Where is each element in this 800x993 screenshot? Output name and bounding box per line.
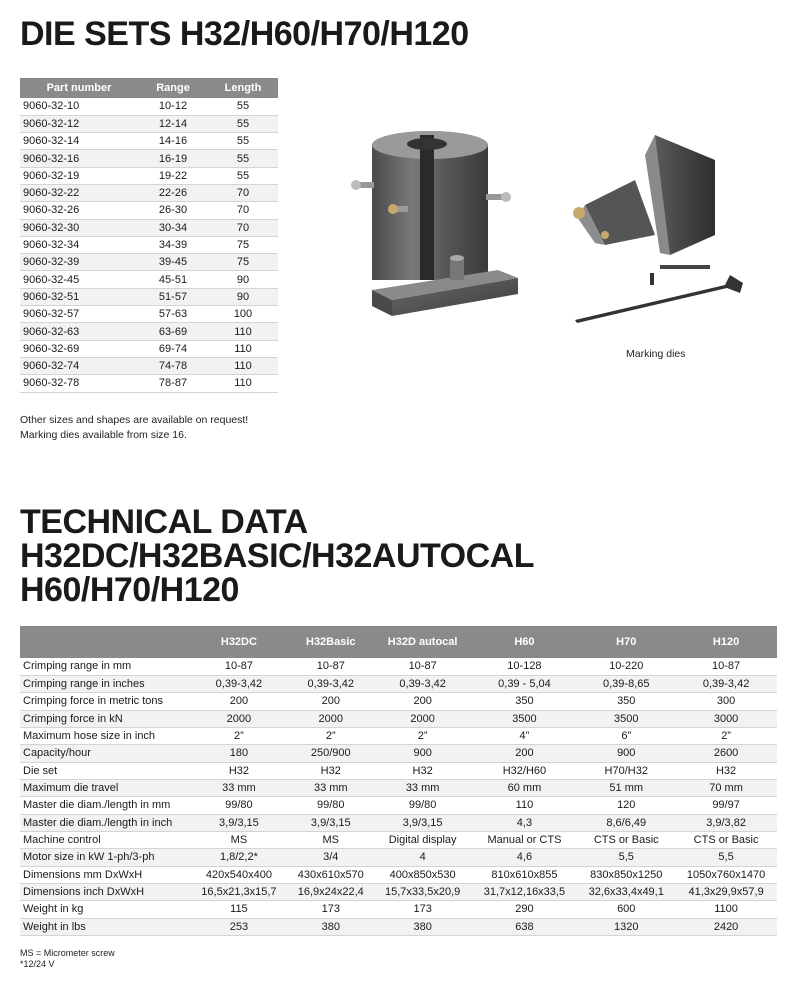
spec-value-cell: 99/80 bbox=[374, 797, 472, 814]
range-cell: 26-30 bbox=[138, 202, 208, 219]
page-title-die-sets: DIE SETS H32/H60/H70/H120 bbox=[20, 15, 469, 53]
spec-label-cell: Machine control bbox=[20, 831, 190, 848]
spec-value-cell: 3000 bbox=[675, 710, 777, 727]
spec-label-cell: Dimensions mm DxWxH bbox=[20, 866, 190, 883]
spec-value-cell: 430x610x570 bbox=[288, 866, 374, 883]
part-number-cell: 9060-32-45 bbox=[20, 271, 138, 288]
spec-value-cell: 33 mm bbox=[288, 779, 374, 796]
part-number-cell: 9060-32-51 bbox=[20, 288, 138, 305]
spec-value-cell: 1100 bbox=[675, 901, 777, 918]
part-number-cell: 9060-32-69 bbox=[20, 340, 138, 357]
part-number-cell: 9060-32-63 bbox=[20, 323, 138, 340]
spec-value-cell: 400x850x530 bbox=[374, 866, 472, 883]
spec-value-cell: 6” bbox=[577, 727, 675, 744]
spec-value-cell: H32 bbox=[288, 762, 374, 779]
technical-notes bbox=[20, 948, 115, 970]
spec-value-cell: 0,39-3,42 bbox=[675, 675, 777, 692]
spec-label-cell: Crimping force in kN bbox=[20, 710, 190, 727]
spec-value-cell: 900 bbox=[577, 745, 675, 762]
tech-col-label bbox=[20, 626, 190, 658]
table-row bbox=[20, 236, 278, 253]
spec-value-cell: 2000 bbox=[374, 710, 472, 727]
technical-data-table bbox=[20, 626, 777, 936]
spec-value-cell: CTS or Basic bbox=[577, 831, 675, 848]
spec-value-cell: 33 mm bbox=[374, 779, 472, 796]
spec-value-cell: Manual or CTS bbox=[472, 831, 578, 848]
spec-value-cell: 2” bbox=[190, 727, 288, 744]
part-number-cell: 9060-32-14 bbox=[20, 133, 138, 150]
die-col-length: Length bbox=[208, 78, 278, 98]
table-row bbox=[20, 883, 777, 900]
spec-label-cell: Crimping range in mm bbox=[20, 658, 190, 675]
spec-value-cell: 16,9x24x22,4 bbox=[288, 883, 374, 900]
tech-col-model: H32D autocal bbox=[374, 626, 472, 658]
spec-value-cell: 200 bbox=[288, 693, 374, 710]
table-row bbox=[20, 814, 777, 831]
spec-value-cell: 600 bbox=[577, 901, 675, 918]
spec-value-cell: 2000 bbox=[288, 710, 374, 727]
table-row bbox=[20, 918, 777, 935]
spec-value-cell: 51 mm bbox=[577, 779, 675, 796]
length-cell: 110 bbox=[208, 357, 278, 374]
note-marking-dies: Marking dies available from size 16. bbox=[20, 429, 187, 441]
spec-value-cell: 120 bbox=[577, 797, 675, 814]
spec-value-cell: 16,5x21,3x15,7 bbox=[190, 883, 288, 900]
part-number-cell: 9060-32-34 bbox=[20, 236, 138, 253]
range-cell: 14-16 bbox=[138, 133, 208, 150]
spec-value-cell: 3,9/3,15 bbox=[288, 814, 374, 831]
page-title-technical-data bbox=[20, 505, 534, 607]
part-number-cell: 9060-32-30 bbox=[20, 219, 138, 236]
table-row bbox=[20, 115, 278, 132]
spec-value-cell: 173 bbox=[288, 901, 374, 918]
spec-value-cell: 2” bbox=[675, 727, 777, 744]
spec-value-cell: 5,5 bbox=[675, 849, 777, 866]
part-number-cell: 9060-32-26 bbox=[20, 202, 138, 219]
spec-value-cell: 638 bbox=[472, 918, 578, 935]
spec-value-cell: 10-87 bbox=[288, 658, 374, 675]
table-row bbox=[20, 693, 777, 710]
spec-label-cell: Maximum hose size in inch bbox=[20, 727, 190, 744]
tech-col-model: H32DC bbox=[190, 626, 288, 658]
spec-value-cell: 0,39-3,42 bbox=[374, 675, 472, 692]
spec-value-cell: 8,6/6,49 bbox=[577, 814, 675, 831]
table-row bbox=[20, 202, 278, 219]
spec-value-cell: 3500 bbox=[472, 710, 578, 727]
table-row bbox=[20, 133, 278, 150]
title2-line-1: TECHNICAL DATA bbox=[20, 503, 308, 541]
table-row bbox=[20, 658, 777, 675]
length-cell: 55 bbox=[208, 167, 278, 184]
spec-value-cell: 31,7x12,16x33,5 bbox=[472, 883, 578, 900]
table-row bbox=[20, 779, 777, 796]
range-cell: 30-34 bbox=[138, 219, 208, 236]
table-row bbox=[20, 831, 777, 848]
spec-value-cell: 200 bbox=[472, 745, 578, 762]
marking-dies-image bbox=[565, 125, 750, 325]
spec-value-cell: MS bbox=[190, 831, 288, 848]
length-cell: 75 bbox=[208, 254, 278, 271]
tech-col-model: H120 bbox=[675, 626, 777, 658]
range-cell: 12-14 bbox=[138, 115, 208, 132]
table-row bbox=[20, 167, 278, 184]
spec-value-cell: 10-87 bbox=[190, 658, 288, 675]
range-cell: 19-22 bbox=[138, 167, 208, 184]
table-row bbox=[20, 675, 777, 692]
length-cell: 55 bbox=[208, 133, 278, 150]
table-row bbox=[20, 866, 777, 883]
die-set-image bbox=[350, 120, 525, 330]
spec-value-cell: 99/97 bbox=[675, 797, 777, 814]
part-number-cell: 9060-32-19 bbox=[20, 167, 138, 184]
range-cell: 78-87 bbox=[138, 375, 208, 392]
range-cell: 57-63 bbox=[138, 306, 208, 323]
die-col-part-number: Part number bbox=[20, 78, 138, 98]
spec-value-cell: 3500 bbox=[577, 710, 675, 727]
spec-value-cell: 4,3 bbox=[472, 814, 578, 831]
spec-label-cell: Motor size in kW 1-ph/3-ph bbox=[20, 849, 190, 866]
length-cell: 110 bbox=[208, 375, 278, 392]
tech-col-model: H60 bbox=[472, 626, 578, 658]
die-sets-notes bbox=[20, 413, 248, 443]
spec-value-cell: H32 bbox=[190, 762, 288, 779]
part-number-cell: 9060-32-10 bbox=[20, 98, 138, 115]
spec-value-cell: 2000 bbox=[190, 710, 288, 727]
table-row bbox=[20, 727, 777, 744]
table-row bbox=[20, 710, 777, 727]
spec-label-cell: Crimping force in metric tons bbox=[20, 693, 190, 710]
range-cell: 39-45 bbox=[138, 254, 208, 271]
spec-value-cell: 380 bbox=[288, 918, 374, 935]
die-table-body bbox=[20, 98, 278, 392]
length-cell: 100 bbox=[208, 306, 278, 323]
spec-value-cell: 99/80 bbox=[288, 797, 374, 814]
length-cell: 90 bbox=[208, 288, 278, 305]
table-row bbox=[20, 357, 278, 374]
spec-label-cell: Maximum die travel bbox=[20, 779, 190, 796]
spec-value-cell: H32/H60 bbox=[472, 762, 578, 779]
die-table-header-row bbox=[20, 78, 278, 98]
spec-value-cell: 4” bbox=[472, 727, 578, 744]
table-row bbox=[20, 797, 777, 814]
spec-label-cell: Capacity/hour bbox=[20, 745, 190, 762]
spec-label-cell: Die set bbox=[20, 762, 190, 779]
spec-value-cell: 420x540x400 bbox=[190, 866, 288, 883]
part-number-cell: 9060-32-16 bbox=[20, 150, 138, 167]
spec-value-cell: 0,39 - 5,04 bbox=[472, 675, 578, 692]
spec-value-cell: 10-87 bbox=[675, 658, 777, 675]
part-number-cell: 9060-32-78 bbox=[20, 375, 138, 392]
table-row bbox=[20, 219, 278, 236]
spec-value-cell: 0,39-8,65 bbox=[577, 675, 675, 692]
spec-value-cell: 253 bbox=[190, 918, 288, 935]
spec-value-cell: 900 bbox=[374, 745, 472, 762]
range-cell: 74-78 bbox=[138, 357, 208, 374]
spec-value-cell: 2600 bbox=[675, 745, 777, 762]
tech-col-model: H32Basic bbox=[288, 626, 374, 658]
spec-value-cell: 180 bbox=[190, 745, 288, 762]
table-row bbox=[20, 98, 278, 115]
range-cell: 51-57 bbox=[138, 288, 208, 305]
spec-value-cell: 10-87 bbox=[374, 658, 472, 675]
spec-label-cell: Master die diam./length in mm bbox=[20, 797, 190, 814]
range-cell: 69-74 bbox=[138, 340, 208, 357]
spec-value-cell: Digital display bbox=[374, 831, 472, 848]
spec-value-cell: H32 bbox=[675, 762, 777, 779]
spec-value-cell: 250/900 bbox=[288, 745, 374, 762]
table-row bbox=[20, 745, 777, 762]
spec-value-cell: 810x610x855 bbox=[472, 866, 578, 883]
part-number-cell: 9060-32-57 bbox=[20, 306, 138, 323]
length-cell: 55 bbox=[208, 98, 278, 115]
range-cell: 16-19 bbox=[138, 150, 208, 167]
spec-value-cell: 10-220 bbox=[577, 658, 675, 675]
table-row bbox=[20, 901, 777, 918]
tech-table-header-row bbox=[20, 626, 777, 658]
spec-value-cell: 380 bbox=[374, 918, 472, 935]
table-row bbox=[20, 762, 777, 779]
length-cell: 55 bbox=[208, 115, 278, 132]
note-voltage: *12/24 V bbox=[20, 959, 55, 969]
length-cell: 55 bbox=[208, 150, 278, 167]
part-number-cell: 9060-32-22 bbox=[20, 184, 138, 201]
length-cell: 110 bbox=[208, 340, 278, 357]
spec-value-cell: 70 mm bbox=[675, 779, 777, 796]
part-number-cell: 9060-32-39 bbox=[20, 254, 138, 271]
table-row bbox=[20, 184, 278, 201]
part-number-cell: 9060-32-12 bbox=[20, 115, 138, 132]
spec-value-cell: 4,6 bbox=[472, 849, 578, 866]
spec-value-cell: 350 bbox=[577, 693, 675, 710]
spec-value-cell: 0,39-3,42 bbox=[190, 675, 288, 692]
range-cell: 63-69 bbox=[138, 323, 208, 340]
table-row bbox=[20, 323, 278, 340]
title2-line-2: H32DC/H32BASIC/H32AUTOCAL bbox=[20, 537, 534, 575]
spec-value-cell: MS bbox=[288, 831, 374, 848]
table-row bbox=[20, 271, 278, 288]
spec-value-cell: 60 mm bbox=[472, 779, 578, 796]
spec-value-cell: 1050x760x1470 bbox=[675, 866, 777, 883]
tech-col-model: H70 bbox=[577, 626, 675, 658]
spec-value-cell: 2” bbox=[288, 727, 374, 744]
die-sets-table bbox=[20, 78, 278, 393]
spec-value-cell: 110 bbox=[472, 797, 578, 814]
spec-value-cell: 32,6x33,4x49,1 bbox=[577, 883, 675, 900]
spec-value-cell: 4 bbox=[374, 849, 472, 866]
marking-dies-caption: Marking dies bbox=[626, 348, 686, 360]
range-cell: 10-12 bbox=[138, 98, 208, 115]
note-other-sizes: Other sizes and shapes are available on request! bbox=[20, 414, 249, 426]
spec-value-cell: 15,7x33,5x20,9 bbox=[374, 883, 472, 900]
spec-label-cell: Crimping range in inches bbox=[20, 675, 190, 692]
range-cell: 45-51 bbox=[138, 271, 208, 288]
note-ms: MS = Micrometer screw bbox=[20, 948, 115, 958]
spec-value-cell: 1320 bbox=[577, 918, 675, 935]
spec-value-cell: 830x850x1250 bbox=[577, 866, 675, 883]
spec-label-cell: Master die diam./length in inch bbox=[20, 814, 190, 831]
spec-label-cell: Weight in lbs bbox=[20, 918, 190, 935]
tech-table-body bbox=[20, 658, 777, 936]
spec-value-cell: CTS or Basic bbox=[675, 831, 777, 848]
spec-value-cell: 33 mm bbox=[190, 779, 288, 796]
length-cell: 90 bbox=[208, 271, 278, 288]
spec-value-cell: 0,39-3,42 bbox=[288, 675, 374, 692]
spec-value-cell: H32 bbox=[374, 762, 472, 779]
spec-value-cell: 300 bbox=[675, 693, 777, 710]
length-cell: 70 bbox=[208, 184, 278, 201]
table-row bbox=[20, 150, 278, 167]
spec-value-cell: 3/4 bbox=[288, 849, 374, 866]
spec-value-cell: 350 bbox=[472, 693, 578, 710]
table-row bbox=[20, 849, 777, 866]
spec-value-cell: 200 bbox=[374, 693, 472, 710]
die-col-range: Range bbox=[138, 78, 208, 98]
spec-value-cell: 115 bbox=[190, 901, 288, 918]
spec-value-cell: 3,9/3,82 bbox=[675, 814, 777, 831]
spec-value-cell: 200 bbox=[190, 693, 288, 710]
spec-label-cell: Weight in kg bbox=[20, 901, 190, 918]
range-cell: 34-39 bbox=[138, 236, 208, 253]
length-cell: 110 bbox=[208, 323, 278, 340]
table-row bbox=[20, 306, 278, 323]
range-cell: 22-26 bbox=[138, 184, 208, 201]
table-row bbox=[20, 340, 278, 357]
spec-label-cell: Dimensions inch DxWxH bbox=[20, 883, 190, 900]
spec-value-cell: 99/80 bbox=[190, 797, 288, 814]
spec-value-cell: 3,9/3,15 bbox=[374, 814, 472, 831]
spec-value-cell: 3,9/3,15 bbox=[190, 814, 288, 831]
length-cell: 70 bbox=[208, 219, 278, 236]
spec-value-cell: 290 bbox=[472, 901, 578, 918]
spec-value-cell: H70/H32 bbox=[577, 762, 675, 779]
spec-value-cell: 173 bbox=[374, 901, 472, 918]
spec-value-cell: 2” bbox=[374, 727, 472, 744]
table-row bbox=[20, 375, 278, 392]
spec-value-cell: 2420 bbox=[675, 918, 777, 935]
part-number-cell: 9060-32-74 bbox=[20, 357, 138, 374]
length-cell: 75 bbox=[208, 236, 278, 253]
length-cell: 70 bbox=[208, 202, 278, 219]
spec-value-cell: 5,5 bbox=[577, 849, 675, 866]
table-row bbox=[20, 254, 278, 271]
spec-value-cell: 1,8/2,2* bbox=[190, 849, 288, 866]
spec-value-cell: 10-128 bbox=[472, 658, 578, 675]
title2-line-3: H60/H70/H120 bbox=[20, 571, 239, 609]
table-row bbox=[20, 288, 278, 305]
spec-value-cell: 41,3x29,9x57,9 bbox=[675, 883, 777, 900]
